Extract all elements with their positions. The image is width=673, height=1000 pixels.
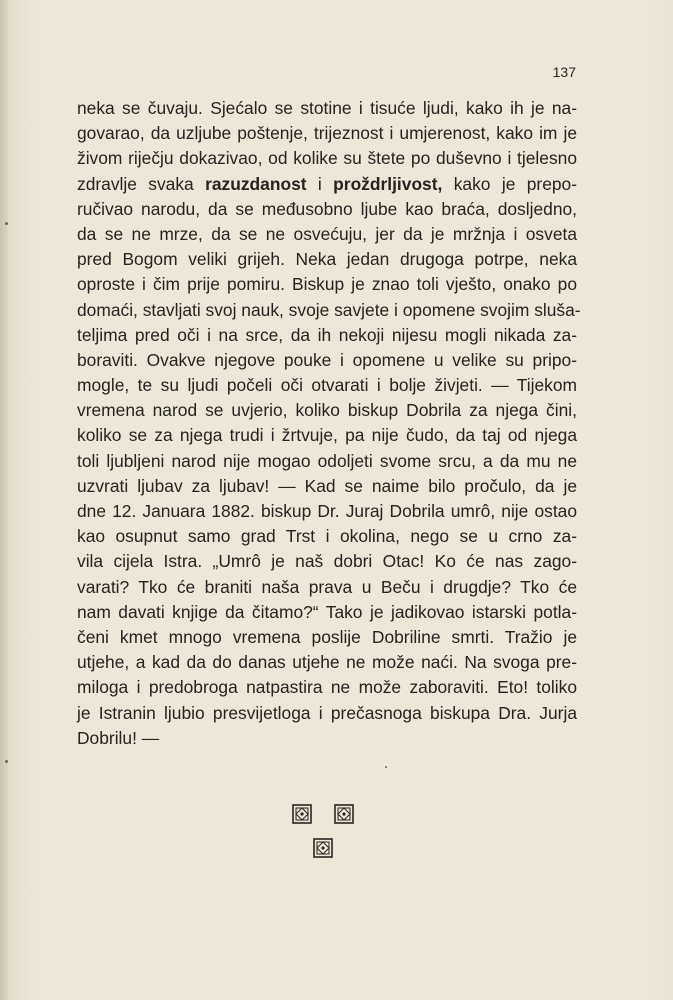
text-line: ručivao narodu, da se međusobno ljube kao braća, dosljedno, <box>77 198 577 219</box>
text-line: koliko se za njega trudi i žrtvuje, pa nije čudo, da taj od njega <box>77 425 577 446</box>
text-line: vremena narod se uvjerio, koliko biskup Dobrila za njega čini, <box>77 400 577 421</box>
page-number: 137 <box>552 64 576 80</box>
square-fleuron-ornament-icon <box>334 804 354 824</box>
emphasis-razuzdanost: razuzdanost <box>205 173 307 194</box>
paper-speck <box>5 222 8 225</box>
text-line: domaći, stavljati svoj nauk, svoje savjete i opomene svojim sluša- <box>77 299 581 320</box>
text-line: dne 12. Januara 1882. biskup Dr. Juraj Dobrila umrô, nije ostao <box>77 501 577 521</box>
text-line: pred Bogom veliki grijeh. Neka jedan drugoga potrpe, neka <box>77 249 577 270</box>
ornament-group <box>0 804 673 874</box>
text-line: uzvrati ljubav za ljubav! — Kad se naime bilo pročulo, da je <box>77 475 577 496</box>
text-line: govarao, da uzljube poštenje, trijeznost i umjerenost, kako im je <box>77 123 577 144</box>
text-line: čeni kmet mnogo vremena poslije Dobriline smrti. Tražio je <box>77 626 577 647</box>
text-line: zdravlje svaka razuzdanost i proždrljivost, kako je prepo- <box>77 173 577 194</box>
text-line: vila cijela Istra. „Umrô je naš dobri Otac! Ko će nas zago- <box>77 551 577 572</box>
text-line: teljima pred oči i na srce, da ih nekoji nijesu mogli nikada za- <box>77 324 577 345</box>
text-line: Dobrilu! — <box>77 727 160 748</box>
text-line: neka se čuvaju. Sjećalo se stotine i tisuće ljudi, kako ih je na- <box>77 98 577 118</box>
text-line: utjehe, a kad da do danas utjehe ne može naći. Na svoga pre- <box>77 652 577 673</box>
text-line: živom riječju dokazivao, od kolike su štete po duševno i tjelesno <box>77 148 577 169</box>
text-line: nam davati knjige da čitamo?“ Tako je jadikovao istarski potla- <box>77 601 577 622</box>
text-line: je Istranin ljubio presvijetloga i prečasnoga biskupa Dra. Jurja <box>77 702 577 723</box>
text-line: miloga i predobroga natpastira ne može zaboraviti. Eto! toliko <box>77 677 577 698</box>
text-line: boraviti. Ovakve njegove pouke i opomene u velike su pripo- <box>77 349 577 370</box>
paper-speck <box>5 760 8 763</box>
text-line: toli ljubljeni narod nije mogao odoljeti svome srcu, a da mu ne <box>77 450 577 471</box>
body-text <box>77 96 581 751</box>
text-line: da se ne mrze, da se ne osvećuju, jer da je mržnja i osveta <box>77 223 577 244</box>
square-fleuron-ornament-icon <box>313 838 333 858</box>
text-line: oproste i čim prije pomiru. Biskup je znao toli vješto, onako po <box>77 274 577 295</box>
paper-speck <box>385 766 387 768</box>
square-fleuron-ornament-icon <box>292 804 312 824</box>
text-line: varati? Tko će braniti naša prava u Beču i drugdje? Tko će <box>77 576 577 597</box>
text-line: kao osupnut samo grad Trst i okolina, nego se u crno za- <box>77 526 577 547</box>
emphasis-prozdrljivost: proždrljivost, <box>333 173 443 194</box>
text-line: mogle, te su ljudi počeli oči otvarati i bolje živjeti. — Tijekom <box>77 375 577 396</box>
